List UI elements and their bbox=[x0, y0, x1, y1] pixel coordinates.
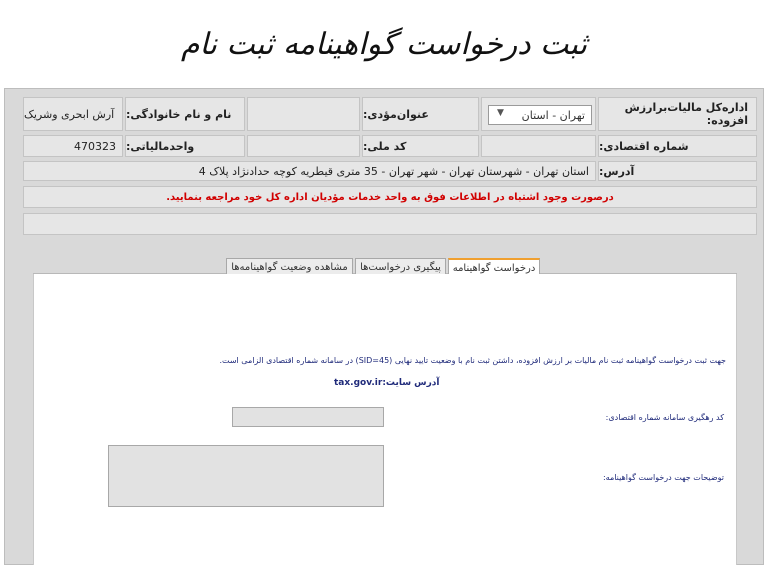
family-name-label: نام و نام خانوادگی: bbox=[125, 97, 245, 131]
economic-code-value bbox=[481, 135, 596, 157]
address-label: آدرس: bbox=[598, 161, 757, 181]
empty-row bbox=[23, 213, 757, 235]
page-title: ثبت درخواست گواهینامه ثبت نام bbox=[180, 27, 588, 62]
tax-unit-label: واحدمالیاتی: bbox=[125, 135, 245, 157]
taxpayer-title-value bbox=[247, 97, 360, 131]
office-select-value: تهران - استان bbox=[521, 109, 585, 122]
national-id-label: کد ملی: bbox=[362, 135, 479, 157]
chevron-down-icon: ▼ bbox=[497, 108, 504, 118]
address-value: استان تهران - شهرستان تهران - شهر تهران - 35 متری قیطریه کوچه حدادنژاد پلاک 4 bbox=[23, 161, 596, 181]
site-address-label: آدرس سایت:tax.gov.ir bbox=[334, 378, 440, 388]
tracking-code-label: کد رهگیری سامانه شماره اقتصادی: bbox=[605, 413, 724, 422]
warning-message: درصورت وجود اشتباه در اطلاعات فوق به واحد خدمات مؤدیان اداره کل خود مراجعه بنمایید. bbox=[23, 186, 757, 208]
tab-track-requests[interactable]: پیگیری درخواست‌ها bbox=[355, 258, 446, 275]
tracking-code-input[interactable] bbox=[232, 407, 384, 427]
national-id-value bbox=[247, 135, 360, 157]
tax-unit-value: 470323 bbox=[23, 135, 123, 157]
economic-code-label: شماره اقتصادی: bbox=[598, 135, 757, 157]
taxpayer-title-label: عنوان‌مؤدی: bbox=[362, 97, 479, 131]
tab-request-certificate[interactable]: درخواست گواهینامه bbox=[448, 258, 540, 276]
office-label: اداره‌کل مالیات‌برارزش افزوده: bbox=[598, 97, 757, 131]
description-textarea[interactable] bbox=[108, 445, 384, 507]
office-select-cell bbox=[481, 97, 596, 131]
tab-content bbox=[33, 274, 737, 565]
tab-view-certificates[interactable]: مشاهده وضعیت گواهینامه‌ها bbox=[226, 258, 353, 275]
description-label: توضیحات جهت درخواست گواهینامه: bbox=[602, 473, 724, 482]
office-select[interactable] bbox=[488, 105, 592, 125]
sid-requirement-notice: جهت ثبت درخواست گواهینامه ثبت نام مالیات بر ارزش افزوده، داشتن ثبت نام با وضعیت تایید نهایی (SID=45) در سامانه شماره اقتصادی الزامی است. bbox=[219, 356, 726, 365]
family-name-value: آرش ابحری وشریک bbox=[23, 97, 123, 131]
